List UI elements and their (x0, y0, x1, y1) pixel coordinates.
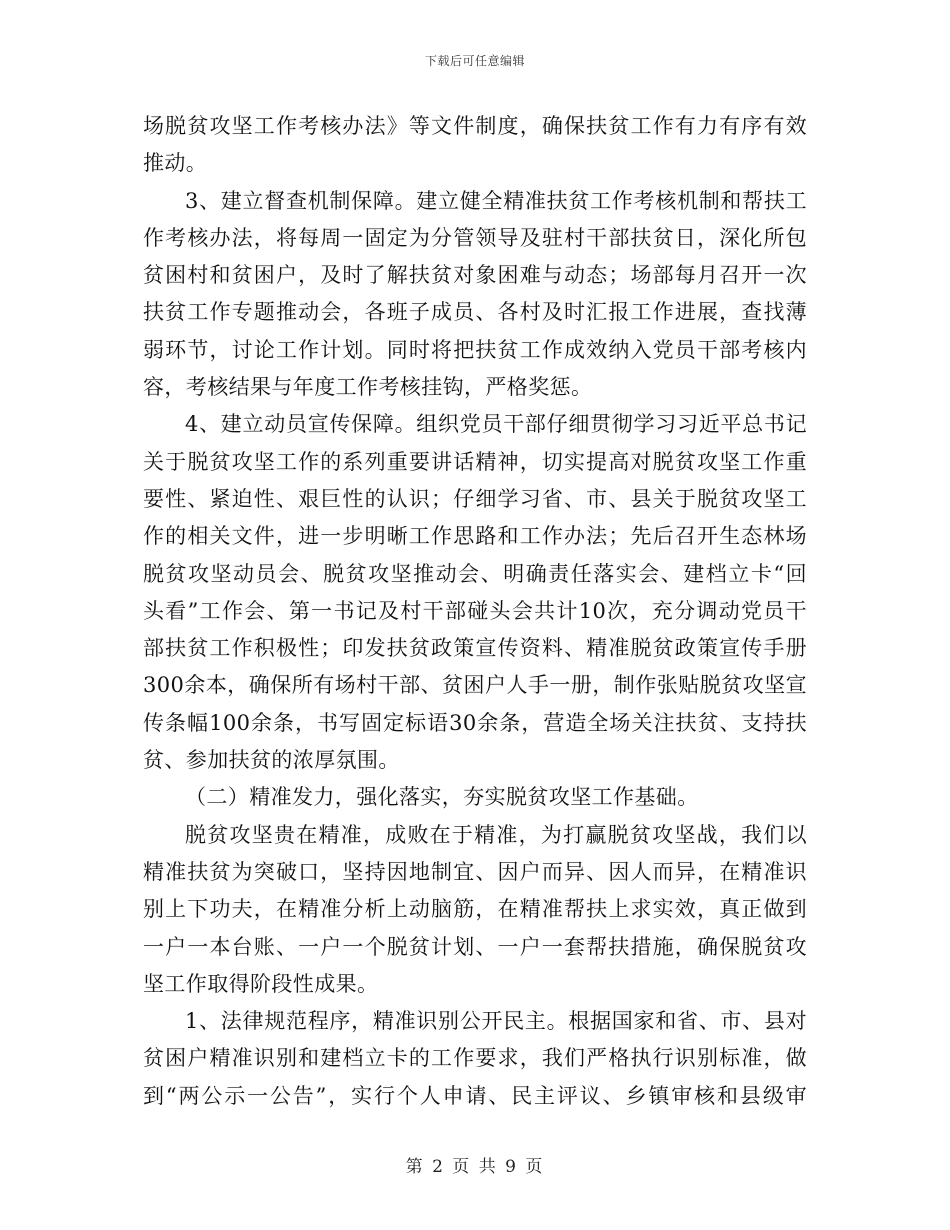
text-line: 别上下功夫，在精准分析上动脑筋，在精准帮扶上求实效，真正做到 (143, 897, 807, 922)
text-line: 传条幅100余条，书写固定标语30余条，营造全场关注扶贫、支持扶 (143, 710, 807, 735)
document-body (143, 108, 807, 1115)
text-line: 贫困村和贫困户，及时了解扶贫对象困难与动态；场部每月召开一次 (143, 263, 807, 288)
text-line: 脱贫攻坚贵在精准，成败在于精准，为打赢脱贫攻坚战，我们以 (185, 822, 807, 847)
text-line: 作的相关文件，进一步明晰工作思路和工作办法；先后召开生态林场 (143, 524, 807, 549)
text-line: 弱环节，讨论工作计划。同时将把扶贫工作成效纳入党员干部考核内 (143, 337, 807, 362)
text-line: 坚工作取得阶段性成果。 (143, 971, 379, 996)
text-line: 300余本，确保所有场村干部、贫困户人手一册，制作张贴脱贫攻坚宣 (143, 673, 807, 698)
page-header: 下载后可任意编辑 (424, 54, 525, 68)
text-line: 一户一本台账、一户一个脱贫计划、一户一套帮扶措施，确保脱贫攻 (143, 934, 807, 959)
text-line: 精准扶贫为突破口，坚持因地制宜、因户而异、因人而异，在精准识 (143, 859, 807, 884)
page-number: 第 2 页 共 9 页 (405, 1157, 545, 1177)
text-line: 3、建立督查机制保障。建立健全精准扶贫工作考核机制和帮扶工 (185, 188, 807, 213)
text-line: 头看”工作会、第一书记及村干部碰头会共计10次，充分调动党员干 (143, 598, 807, 623)
section-heading: （二）精准发力，强化落实，夯实脱贫攻坚工作基础。 (185, 785, 699, 810)
text-line: 扶贫工作专题推动会，各班子成员、各村及时汇报工作进展，查找薄 (143, 300, 807, 325)
text-line: 贫、参加扶贫的浓厚氛围。 (143, 748, 400, 773)
text-line: 作考核办法，将每周一固定为分管领导及驻村干部扶贫日，深化所包 (143, 225, 807, 250)
text-line: 关于脱贫攻坚工作的系列重要讲话精神，切实提高对脱贫攻坚工作重 (143, 449, 807, 474)
text-line: 要性、紧迫性、艰巨性的认识；仔细学习省、市、县关于脱贫攻坚工 (143, 486, 807, 511)
text-line: 4、建立动员宣传保障。组织党员干部仔细贯彻学习习近平总书记 (185, 412, 807, 437)
text-line: 部扶贫工作积极性；印发扶贫政策宣传资料、精准脱贫政策宣传手册 (143, 636, 807, 661)
text-line: 推动。 (143, 151, 208, 176)
text-line: 容，考核结果与年度工作考核挂钩，严格奖惩。 (143, 375, 593, 400)
text-line: 贫困户精准识别和建档立卡的工作要求，我们严格执行识别标准，做 (143, 1046, 807, 1071)
text-line: 场脱贫攻坚工作考核办法》等文件制度，确保扶贫工作有力有序有效 (143, 114, 807, 138)
text-line: 脱贫攻坚动员会、脱贫攻坚推动会、明确责任落实会、建档立卡“回 (143, 561, 807, 586)
text-line: 到“两公示一公告”，实行个人申请、民主评议、乡镇审核和县级审 (143, 1083, 807, 1108)
text-line: 1、法律规范程序，精准识别公开民主。根据国家和省、市、县对 (185, 1009, 807, 1034)
